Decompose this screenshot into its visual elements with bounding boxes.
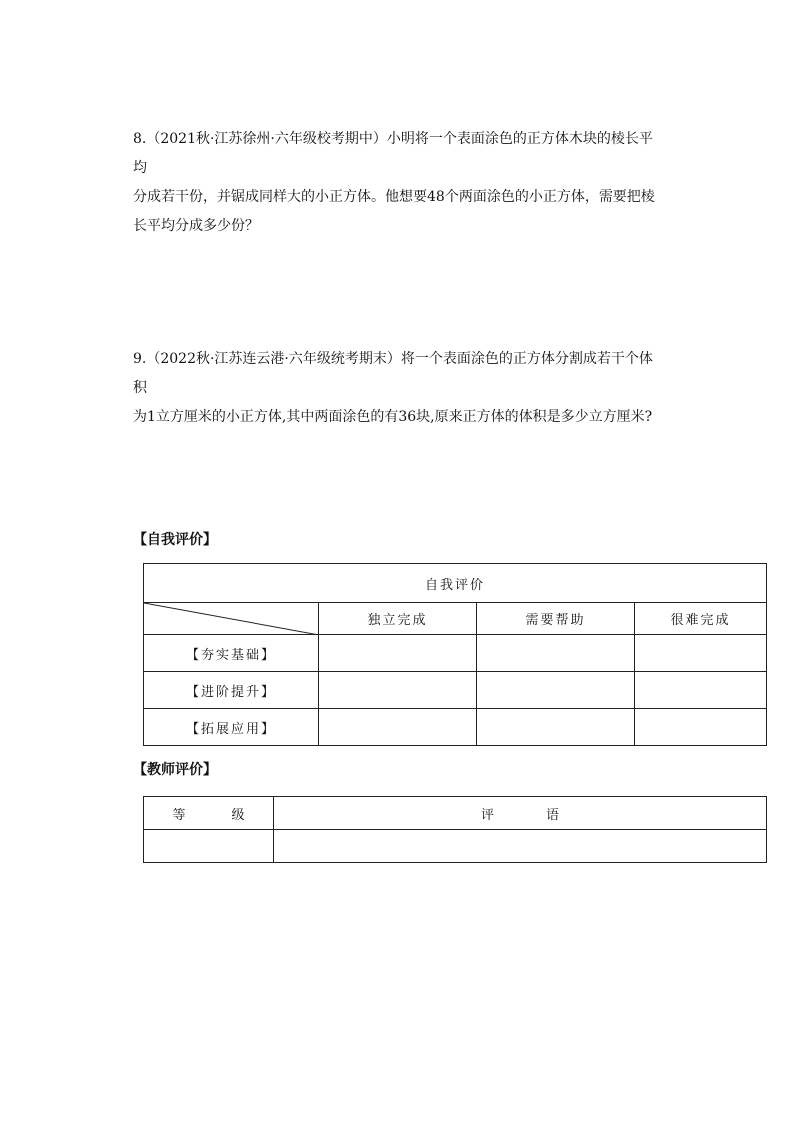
row-header-advanced: 【进阶提升】 (144, 672, 319, 709)
grade-char-2: 级 (231, 807, 245, 823)
comment-char-2: 语 (546, 807, 560, 823)
table-cell[interactable] (635, 709, 767, 746)
diagonal-line (144, 603, 319, 635)
self-evaluation-table (143, 563, 767, 746)
table-cell[interactable] (477, 635, 635, 672)
table-cell[interactable] (635, 635, 767, 672)
teacher-evaluation-table (143, 796, 767, 863)
column-header-need-help: 需要帮助 (477, 603, 635, 635)
grade-char-1: 等 (172, 807, 186, 823)
table-cell[interactable] (319, 672, 477, 709)
question-8-line-3: 长平均分成多少份？ (133, 218, 259, 234)
comment-char-1: 评 (480, 807, 494, 823)
question-8 (133, 125, 663, 241)
row-header-basics: 【夯实基础】 (144, 635, 319, 672)
diagonal-header-cell (144, 603, 319, 635)
self-evaluation-table-title: 自我评价 (144, 564, 767, 603)
column-header-grade (144, 797, 274, 830)
table-cell[interactable] (319, 709, 477, 746)
teacher-evaluation-heading: 【教师评价】 (133, 762, 217, 778)
table-cell[interactable] (477, 672, 635, 709)
table-cell[interactable] (319, 635, 477, 672)
row-header-extension: 【拓展应用】 (144, 709, 319, 746)
column-header-independent: 独立完成 (319, 603, 477, 635)
self-evaluation-heading: 【自我评价】 (133, 532, 217, 548)
question-9 (133, 345, 663, 432)
question-8-line-2: 分成若干份，并锯成同样大的小正方体。他想要48个两面涂色的小正方体，需要把棱 (133, 189, 655, 205)
table-row (144, 830, 767, 863)
grade-cell[interactable] (144, 830, 274, 863)
column-header-comment (274, 797, 767, 830)
question-9-line-2: 为1立方厘米的小正方体,其中两面涂色的有36块,原来正方体的体积是多少立方厘米? (133, 409, 653, 425)
table-row (144, 672, 767, 709)
comment-cell[interactable] (274, 830, 767, 863)
table-row (144, 709, 767, 746)
table-cell[interactable] (477, 709, 635, 746)
column-header-difficult: 很难完成 (635, 603, 767, 635)
question-9-line-1: 9.（2022秋·江苏连云港·六年级统考期末）将一个表面涂色的正方体分割成若干个体积 (133, 351, 653, 396)
question-8-line-1: 8.（2021秋·江苏徐州·六年级校考期中）小明将一个表面涂色的正方体木块的棱长平均 (133, 131, 653, 176)
table-row (144, 635, 767, 672)
table-cell[interactable] (635, 672, 767, 709)
